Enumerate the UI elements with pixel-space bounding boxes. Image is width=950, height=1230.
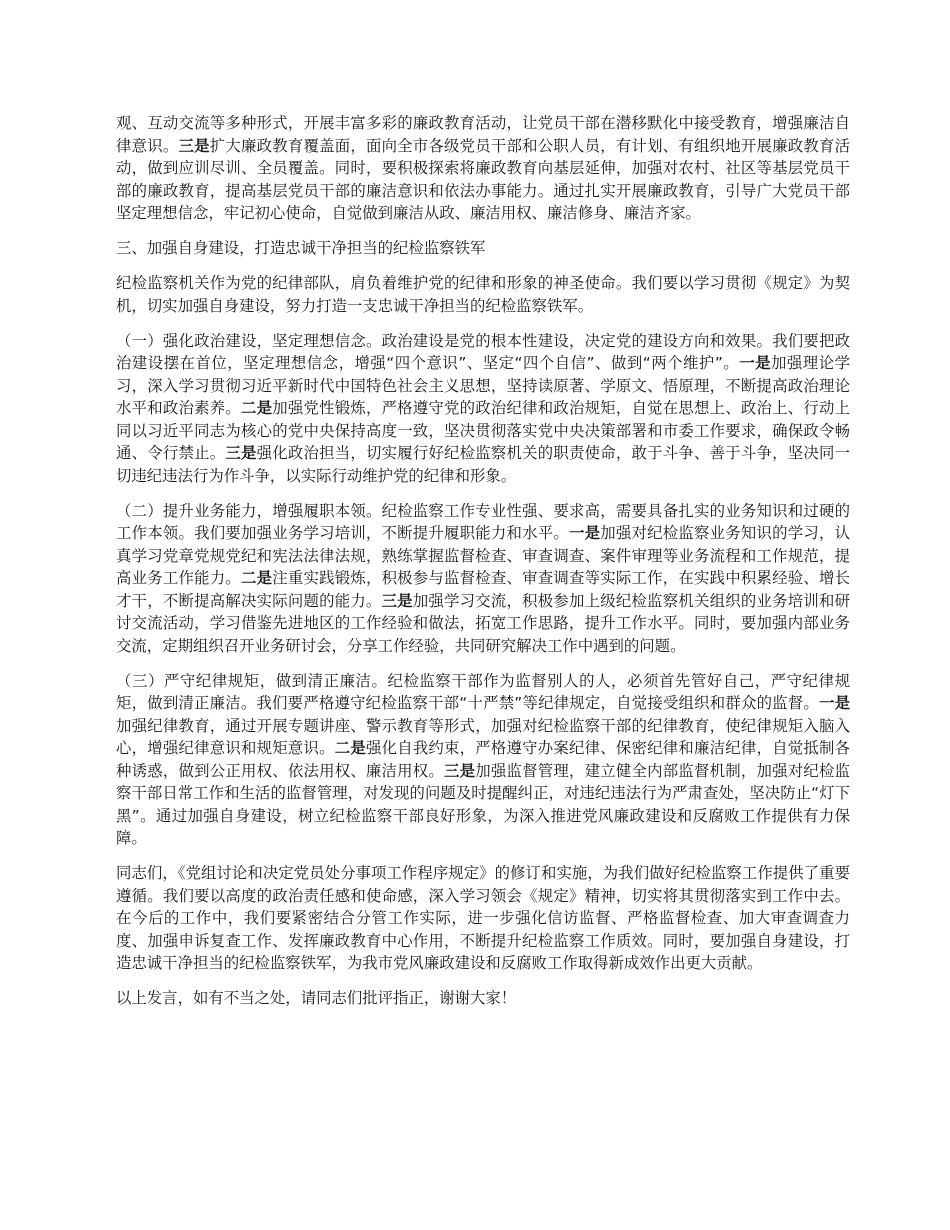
- text-segment: 加强理论学习，深入学习贯彻习近平新时代中国特色社会主义思想，坚持读原著、学原文、悟原理，不断提高政治理论水平和政治素养。: [116, 354, 850, 417]
- text-segment: 以上发言，如有不当之处，请同志们批评指正，谢谢大家！: [116, 989, 517, 1007]
- text-segment: 加强纪律教育，通过开展专题讲座、警示教育等形式，加强对纪检监察干部的纪律教育，使纪律规矩入脑入心，增强纪律意识和规矩意识。: [116, 716, 850, 757]
- text-segment: 观、互动交流等多种形式，开展丰富多彩的廉政教育活动，让党员干部在潜移默化中接受教育，增强廉洁自律意识。: [116, 114, 850, 155]
- document-body: [116, 112, 850, 1022]
- text-segment: 加强党性锻炼，严格遵守党的政治纪律和政治规矩，自觉在思想上、政治上、行动上同以习近平同志为核心的党中央保持高度一致，坚决贯彻落实党中央决策部署和市委工作要求，确保政令畅通、令行禁止。: [116, 399, 850, 462]
- emphasis-third: 三是: [381, 591, 413, 610]
- paragraph-education-continued: [116, 112, 850, 225]
- emphasis-second: 二是: [240, 569, 273, 587]
- emphasis-third: 三是: [178, 136, 210, 155]
- heading-text: 三、加强自身建设，打造忠诚干净担当的纪检监察铁军: [116, 239, 486, 257]
- text-segment: （三）严守纪律规矩，做到清正廉洁。纪检监察干部作为监督别人的人，必须首先管好自己，严守纪律规矩，做到清正廉洁。我们要严格遵守纪检监察干部“十严禁”等纪律规定，自觉接受组织和群众的监督。: [116, 671, 850, 712]
- paragraph-business-capability: [116, 500, 850, 658]
- emphasis-second: 二是: [334, 739, 366, 757]
- paragraph-conclusion: [116, 862, 850, 975]
- text-segment: 扩大廉政教育覆盖面，面向全市各级党员干部和公职人员，有计划、有组织地开展廉政教育活动，做到应训尽训、全员覆盖。同时，要积极探索将廉政教育向基层延伸，加强对农村、社区等基层党员干部的廉政教育，提高基层党员干部的廉洁意识和依法办事能力。通过扎实开展廉政教育，引导广大党员干部坚定理想信念，牢记初心使命，自觉做到廉洁从政、廉洁用权、廉洁修身、廉洁齐家。: [116, 136, 850, 222]
- text-segment: 同志们，《党组讨论和决定党员处分事项工作程序规定》的修订和实施，为我们做好纪检监察工作提供了重要遵循。我们要以高度的政治责任感和使命感，深入学习领会《规定》精神，切实将其贯彻落实到工作中去。在今后的工作中，我们要紧密结合分管工作实际，进一步强化信访监督、严格监督检查、加大审查调查力度、加强申诉复查工作、发挥廉政教育中心作用，不断提升纪检监察工作质效。同时，要加强自身建设，打造忠诚干净担当的纪检监察铁军，为我市党风廉政建设和反腐败工作取得新成效作出更大贡献。: [116, 864, 850, 972]
- text-segment: 加强监督管理，建立健全内部监督机制，加强对纪检监察干部日常工作和生活的监督管理，对发现的问题及时提醒纠正，对违纪违法行为严肃查处，坚决防止“灯下黑”。通过加强自身建设，树立纪检监察干部良好形象，为深入推进党风廉政建设和反腐败工作提供有力保障。: [116, 761, 850, 847]
- emphasis-third: 三是: [444, 761, 476, 780]
- text-segment: 加强学习交流，积极参加上级纪检监察机关组织的业务培训和研讨交流活动，学习借鉴先进地区的工作经验和做法，拓宽工作思路，提升工作水平。同时，要加强内部业务交流，定期组织召开业务研讨会，分享工作经验，共同研究解决工作中遇到的问题。: [116, 591, 850, 655]
- text-segment: 强化政治担当，切实履行好纪检监察机关的职责使命，敢于斗争、善于斗争，坚决同一切违纪违法行为作斗争，以实际行动维护党的纪律和形象。: [116, 444, 850, 485]
- emphasis-first: 一是: [818, 694, 850, 712]
- text-segment: （一）强化政治建设，坚定理想信念。政治建设是党的根本性建设，决定党的建设方向和效果。我们要把政治建设摆在首位，坚定理想信念，增强“四个意识”、坚定“四个自信”、做到“两个维护”。: [116, 331, 850, 372]
- emphasis-first: 一是: [569, 524, 601, 542]
- text-segment: 注重实践锻炼，积极参与监督检查、审查调查等实际工作，在实践中积累经验、增长才干，不断提高解决实际问题的能力。: [116, 569, 850, 610]
- emphasis-first: 一是: [739, 354, 771, 372]
- section-heading-three: [116, 237, 850, 260]
- text-segment: 纪检监察机关作为党的纪律部队，肩负着维护党的纪律和形象的神圣使命。我们要以学习贯彻《规定》为契机，切实加强自身建设，努力打造一支忠诚干净担当的纪检监察铁军。: [116, 274, 850, 315]
- emphasis-third: 三是: [225, 444, 257, 462]
- text-segment: 强化自我约束，严格遵守办案纪律、保密纪律和廉洁纪律，自觉抵制各种诱惑，做到公正用权、依法用权、廉洁用权。: [116, 739, 850, 780]
- emphasis-second: 二是: [240, 399, 273, 417]
- paragraph-political-building: [116, 330, 850, 488]
- text-segment: （二）提升业务能力，增强履职本领。纪检监察工作专业性强、要求高，需要具备扎实的业务知识和过硬的工作本领。我们要加强业务学习培训，不断提升履职能力和水平。: [116, 501, 850, 542]
- paragraph-section-intro: [116, 272, 850, 317]
- paragraph-discipline-rules: [116, 670, 850, 850]
- text-segment: 加强对纪检监察业务知识的学习，认真学习党章党规党纪和宪法法律法规，熟练掌握监督检查、审查调查、案件审理等业务流程和工作规范，提高业务工作能力。: [116, 524, 850, 587]
- paragraph-closing-remark: [116, 987, 850, 1010]
